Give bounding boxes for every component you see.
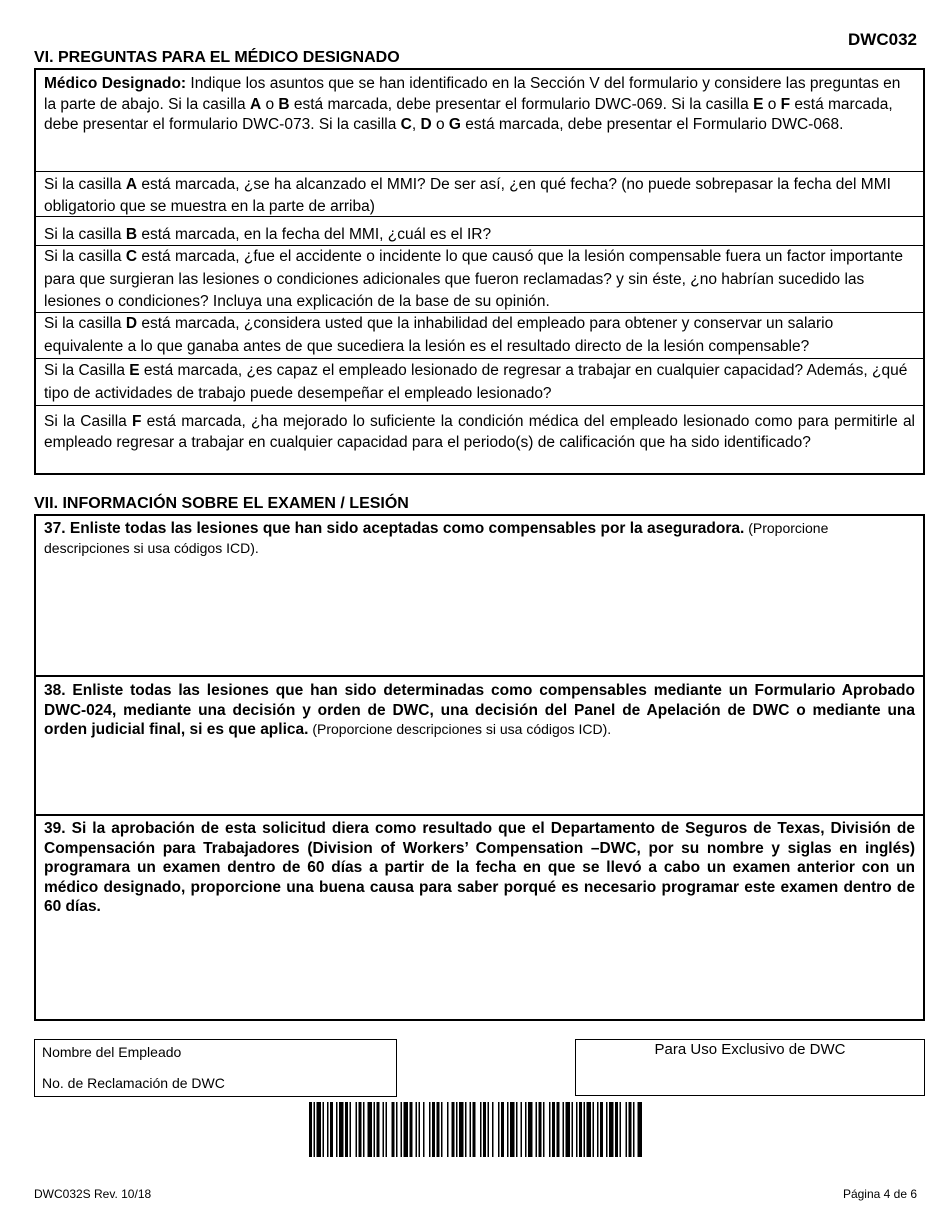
employee-info-box [34,1039,397,1097]
section-6-title: VI. PREGUNTAS PARA EL MÉDICO DESIGNADO [34,49,400,66]
section-7-box [34,514,925,1021]
section-7-title: VII. INFORMACIÓN SOBRE EL EXAMEN / LESIÓN [34,495,409,512]
form-revision: DWC032S Rev. 10/18 [34,1187,152,1201]
form-id: DWC032 [848,30,917,49]
question-box-c: Si la casilla C está marcada, ¿fue el accidente o incidente lo que causó que la lesión compensable fuera un factor importante para que surgieran las lesiones o condiciones adicionales que fueron reclamadas? y sin éste, ¿no habrían sucedido las lesiones o condiciones? Incluya una explicación de la base de su opinión. [36,246,923,313]
question-box-b: Si la casilla B está marcada, en la fecha del MMI, ¿cuál es el IR? [36,217,923,246]
dwc-use-only-box [575,1039,925,1096]
designated-doctor-instructions: Médico Designado: Indique los asuntos que se han identificado en la Sección V del formulario y considere las preguntas en la parte de abajo. Si la casilla A o B está marcada, debe presentar el formulario DWC-069. Si la casilla E o F está marcada, debe presentar el formulario DWC-073. Si la casilla C, D o G está marcada, debe presentar el Formulario DWC-068. [36,70,923,172]
question-box-a: Si la casilla A está marcada, ¿se ha alcanzado el MMI? De ser así, ¿en qué fecha? (no puede sobrepasar la fecha del MMI obligatorio que se muestra en la parte de arriba) [36,172,923,217]
question-37[interactable]: 37. Enliste todas las lesiones que han sido aceptadas como compensables por la aseguradora. (Proporcione descripciones si usa códigos ICD). [36,516,923,677]
question-box-d: Si la casilla D está marcada, ¿considera usted que la inhabilidad del empleado para obtener y conservar un salario equivalente a lo que ganaba antes de que sucediera la lesión es el resultado directo de la lesión compensable? [36,313,923,359]
question-38[interactable]: 38. Enliste todas las lesiones que han sido determinadas como compensables mediante un Formulario Aprobado DWC-024, mediante una decisión y orden de DWC, una decisión del Panel de Apelación de DWC o mediante una orden judicial final, si es que aplica. (Proporcione descripciones si usa códigos ICD). [36,677,923,816]
barcode-image [309,1102,642,1157]
employee-name-label: Nombre del Empleado [42,1044,182,1060]
question-39[interactable]: 39. Si la aprobación de esta solicitud diera como resultado que el Departamento de Seguros de Texas, División de Compensación para Trabajadores (Division of Workers’ Compensation –DWC, por su nombre y siglas en inglés) programara un examen dentro de 60 días a partir de la fecha en que se llevó a cabo un examen anterior con un médico designado, proporcione una buena causa para saber porqué es necesario programar este examen dentro de 60 días. [44,820,915,915]
question-box-e: Si la Casilla E está marcada, ¿es capaz el empleado lesionado de regresar a trabajar en cualquier capacidad? Además, ¿qué tipo de actividades de trabajo puede desempeñar el empleado lesionado? [36,359,923,406]
page-number: Página 4 de 6 [842,1187,917,1201]
question-box-f: Si la Casilla F está marcada, ¿ha mejorado lo suficiente la condición médica del empleado lesionado como para permitirle al empleado regresar a trabajar en cualquier capacidad para el periodo(s) de calificación que ha sido identificado? [44,413,916,451]
section-6-box [34,68,925,475]
dwc-use-only-label: Para Uso Exclusivo de DWC [654,1041,846,1058]
claim-number-label: No. de Reclamación de DWC [42,1075,225,1091]
